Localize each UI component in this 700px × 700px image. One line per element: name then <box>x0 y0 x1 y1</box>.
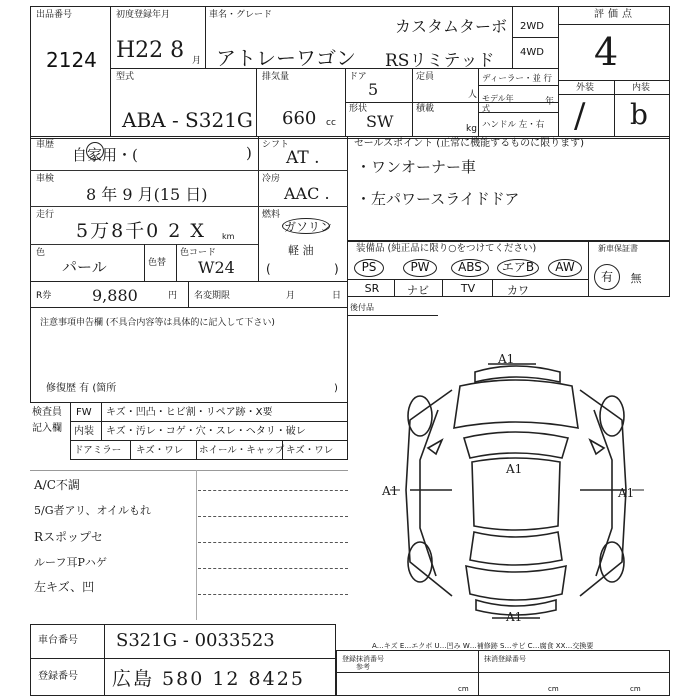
disp-vline <box>256 68 257 137</box>
equip-airbag: エアB <box>497 259 539 277</box>
equip-v1 <box>394 279 395 297</box>
notice-label: 注意事項申告欄 (不具合内容等は具体的に記入して下さい) <box>40 318 275 328</box>
note-4: ルーフ耳Pハゲ <box>34 556 107 569</box>
cc-unit: cc <box>326 118 336 128</box>
note-2: 5/G者アリ、オイルもれ <box>34 504 151 517</box>
legend-v <box>478 650 479 696</box>
aircon-value: AAC . <box>284 184 330 203</box>
door-label: ドア <box>349 72 367 82</box>
insp-row2 <box>70 440 348 441</box>
shape-value: SW <box>366 112 394 131</box>
reg-label: 初度登録年月 <box>116 10 171 20</box>
load-label: 積載 <box>416 104 435 114</box>
sales-label: セールスポイント (正常に機能するものに限ります) <box>354 138 585 149</box>
equip-ps: PS <box>354 259 384 277</box>
warranty-label: 新車保証書 <box>598 244 638 253</box>
shift-value: AT . <box>286 148 320 168</box>
recycle-vline <box>188 282 189 308</box>
wd2-label: 2WD <box>520 21 544 32</box>
insp-row1-head: FW <box>76 407 92 418</box>
fuel-diesel: 軽 油 <box>288 244 314 257</box>
inspector-label-1: 検査員 <box>32 407 62 418</box>
exterior-value: / <box>574 96 586 136</box>
insp-row3c: ホイール・キャップ <box>199 445 285 456</box>
color-code-value: W24 <box>198 258 235 277</box>
mark-rear: A1 <box>506 610 523 624</box>
score-value: 4 <box>594 30 619 74</box>
inspector-label-2: 記入欄 <box>32 423 62 434</box>
insp-row3d: キズ・ワレ <box>286 445 334 456</box>
year-unit: 年 <box>545 97 555 107</box>
legend-mid <box>336 672 670 673</box>
chassis-label: 車台番号 <box>38 635 78 646</box>
capacity-label: 定員 <box>416 72 435 82</box>
color-code-label: 色コード <box>180 248 217 258</box>
insp-v3 <box>196 440 197 460</box>
shift-label: シフト <box>262 140 290 150</box>
shape-label: 形状 <box>349 104 368 114</box>
note-line-2 <box>198 516 348 517</box>
interior-label: 内装 <box>632 83 651 93</box>
note-5: 左キズ、凹 <box>34 580 95 594</box>
insp-row2-head: 内装 <box>74 426 94 437</box>
equip-sr: SR <box>364 282 380 295</box>
expiry-label: 名変期限 <box>194 291 231 301</box>
usage-close: ) <box>246 144 252 162</box>
chassis-value: S321G - 0033523 <box>116 630 275 651</box>
mileage-unit: km <box>222 232 235 241</box>
aircon-label: 冷房 <box>262 174 281 184</box>
detail-row-1 <box>30 170 348 171</box>
score-label: 評価点 <box>594 9 636 20</box>
ref-label: 参考 <box>356 663 370 671</box>
lot-number: 2124 <box>46 48 97 72</box>
registration-label: 登録番号 <box>38 671 78 682</box>
sales-item-2: ・左パワースライドドア <box>356 190 520 208</box>
other-label: 抹消登録番号 <box>484 655 526 663</box>
score-vline <box>558 6 559 137</box>
equip-pw: PW <box>403 259 437 277</box>
insp-row1 <box>70 421 348 422</box>
lot-vline <box>110 6 111 137</box>
reg-month-unit: 月 <box>192 56 202 66</box>
recycle-box <box>30 282 348 308</box>
exterior-label: 外装 <box>576 83 595 93</box>
repair-label: 修復歴 有 (箇所 <box>46 383 117 394</box>
dealer-label: ディーラー・並 行 <box>482 74 553 84</box>
extint-vline <box>614 80 615 137</box>
note-line-3 <box>198 542 348 543</box>
door-value: 5 <box>368 80 379 99</box>
model-year-label: モデル年式 <box>482 94 514 113</box>
capacity-unit: 人 <box>468 90 478 100</box>
fuel-value: ガソリン <box>284 220 333 234</box>
detail-row-2 <box>30 206 348 207</box>
displacement-label: 排気量 <box>262 72 290 82</box>
model-label: 型式 <box>116 72 135 82</box>
equip-vline <box>588 241 589 297</box>
inspection-value: 8 年 9 月(15 日) <box>86 185 208 204</box>
equip-row <box>348 279 588 280</box>
interior-value: b <box>630 98 648 131</box>
equipment-label: 装備品 (純正品に限り○をつけてください) <box>356 243 537 254</box>
kg-unit: kg <box>466 124 477 134</box>
note-line-1 <box>198 490 348 491</box>
expiry-day-unit: 日 <box>332 291 342 301</box>
handle-label: ハンドル 左・右 <box>482 120 545 130</box>
usage-label: 車歴 <box>36 140 55 150</box>
insp-v2 <box>130 440 131 460</box>
notes-vline <box>196 470 197 620</box>
registration-value: 広島 580 12 8425 <box>112 668 305 690</box>
recycle-value: 9,880 <box>92 286 138 305</box>
cm-unit-2: cm <box>548 685 559 693</box>
mileage-label: 走行 <box>36 210 55 220</box>
mileage-value: 5万8千0 2 X <box>76 220 206 242</box>
equip-v3 <box>492 279 493 297</box>
after-line <box>348 315 438 316</box>
trim-text: RSリミテッド <box>385 51 495 71</box>
inspection-label: 車検 <box>36 174 55 184</box>
cm-unit-1: cm <box>458 685 469 693</box>
car-name: アトレーワゴン <box>216 46 356 70</box>
reg-value: H22 8 <box>116 38 185 63</box>
expiry-month-unit: 月 <box>286 291 296 301</box>
name-label: 車名・グレード <box>209 10 273 20</box>
equip-navi: ナビ <box>407 284 429 297</box>
note-1: A/C不調 <box>34 478 80 492</box>
after-label: 後付品 <box>350 303 374 312</box>
note-line-4 <box>198 568 348 569</box>
lot-label: 出品番号 <box>36 10 73 20</box>
legend-text: A…キズ E…エクボ U…凹み W…補修跡 S…サビ C…腐食 XX…交換要 <box>372 642 594 650</box>
fuel-label: 燃料 <box>262 210 281 220</box>
sales-item-1: ・ワンオーナー車 <box>356 158 477 176</box>
insp-v1 <box>101 403 102 440</box>
reg-vline <box>205 6 206 68</box>
equip-leather: カワ <box>507 284 529 297</box>
color-vline-1 <box>144 244 145 282</box>
mark-right: A1 <box>618 486 635 500</box>
insp-row2-text: キズ・汚レ・コゲ・穴・スレ・ヘタリ・破レ <box>106 426 306 437</box>
equip-abs: ABS <box>451 259 489 277</box>
notes-divider <box>30 470 348 471</box>
equip-v2 <box>442 279 443 297</box>
chassis-row <box>30 658 336 659</box>
detail-vline <box>258 136 259 282</box>
recycle-label: R券 <box>36 291 52 301</box>
insp-row1-text: キズ・凹凸・ヒビ割・リペア跡・X要 <box>106 407 273 418</box>
dealer-row1 <box>478 85 558 86</box>
fuel-paren: ( <box>266 262 271 276</box>
color-value: パール <box>62 258 107 276</box>
insp-row3b: キズ・ワレ <box>136 445 184 456</box>
color-label: 色 <box>36 248 46 258</box>
spec-mid <box>345 102 558 103</box>
equip-tv: TV <box>460 282 476 295</box>
displacement-value: 660 <box>282 108 317 129</box>
fuel-paren-close: ) <box>334 262 339 276</box>
transfer-label: 登録抹消番号 <box>342 655 384 663</box>
wd4-label: 4WD <box>520 47 544 58</box>
wd-mid <box>512 37 558 38</box>
note-line-5 <box>198 594 348 595</box>
usage-value: 自家用・( <box>72 146 138 164</box>
warranty-no: 無 <box>630 272 642 285</box>
mark-left: A1 <box>382 484 399 498</box>
mark-roof: A1 <box>506 462 523 476</box>
score-divider <box>558 24 670 25</box>
recycle-unit: 円 <box>168 291 178 301</box>
insp-row3a: ドアミラー <box>74 445 122 456</box>
repair-close: ) <box>334 383 338 394</box>
model-value: ABA - S321G <box>122 108 253 132</box>
grade-text: カスタムターボ <box>395 17 508 36</box>
warranty-yes: 有 <box>594 264 620 290</box>
note-3: Rスポップセ <box>34 530 103 544</box>
color-change-label: 色替 <box>148 258 167 268</box>
cm-unit-3: cm <box>630 685 641 693</box>
chassis-vline <box>104 624 105 696</box>
equip-aw: AW <box>548 259 582 277</box>
mark-front: A1 <box>498 352 515 366</box>
color-vline-2 <box>176 244 177 282</box>
car-diagram <box>380 350 680 630</box>
